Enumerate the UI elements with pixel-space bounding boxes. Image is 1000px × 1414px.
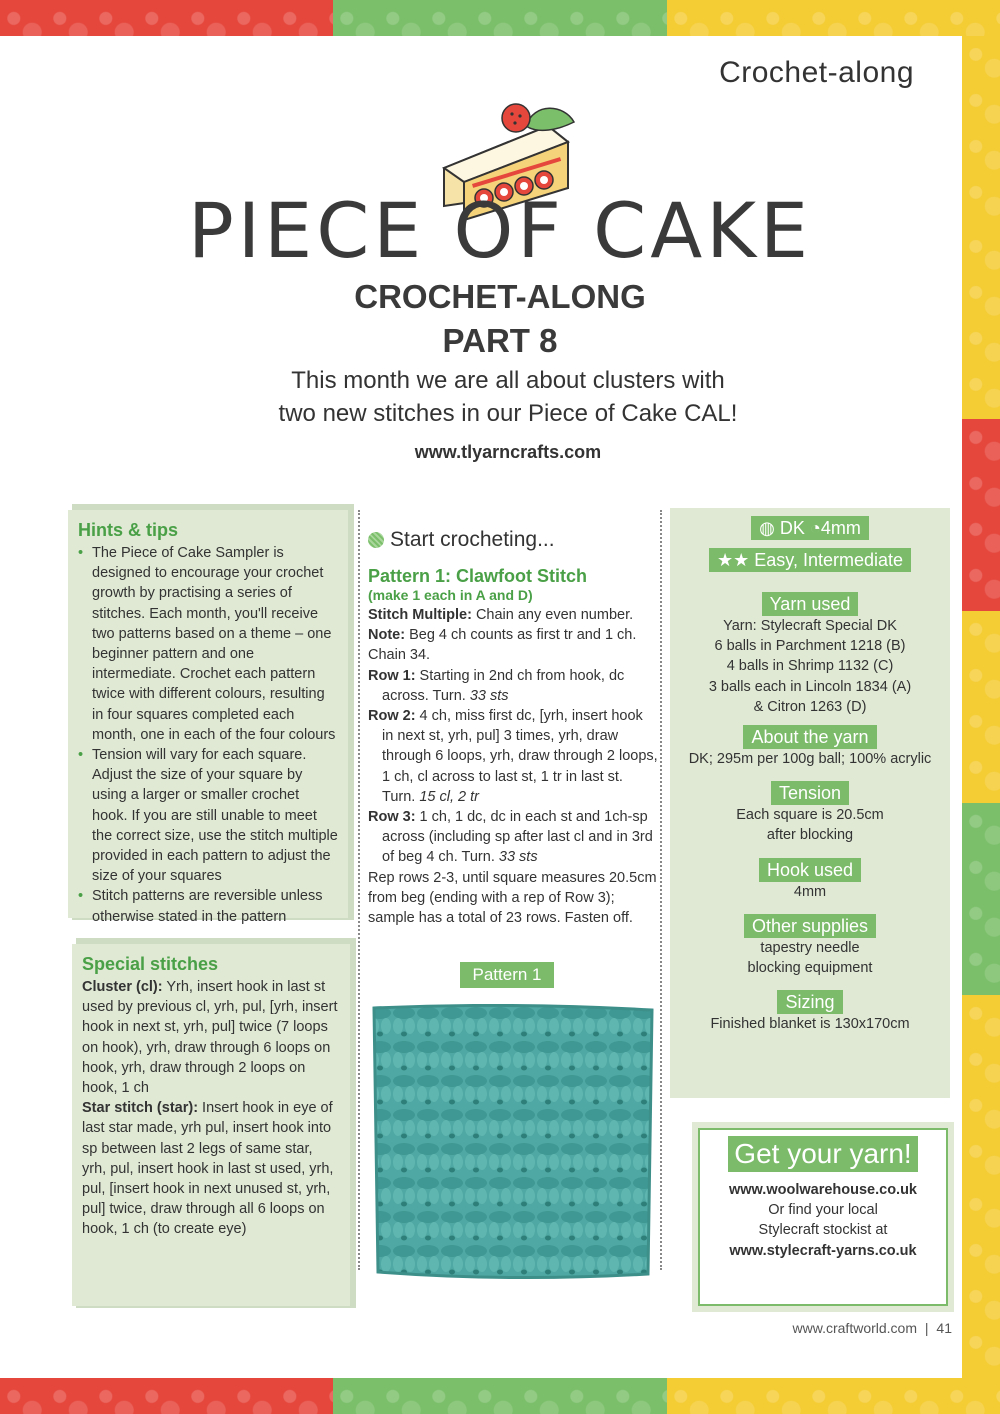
yarn-used-line: & Citron 1263 (D) xyxy=(753,698,867,715)
start-heading xyxy=(368,528,658,552)
info-panel xyxy=(670,508,950,1098)
supplies-line: tapestry needle xyxy=(760,939,860,956)
stitch-multiple-term: Stitch Multiple: xyxy=(368,607,472,623)
hint-item: • Stitch patterns are reversible unless otherwise stated in the pattern xyxy=(78,886,338,926)
yarn-used-line: 3 balls each in Lincoln 1834 (A) xyxy=(708,678,912,695)
note-text: Beg 4 ch counts as first tr and 1 ch. xyxy=(405,627,637,644)
swatch-image xyxy=(368,1004,656,1280)
hints-title: Hints & tips xyxy=(78,520,179,540)
row-3 xyxy=(368,807,658,868)
page-number: 41 xyxy=(936,1320,952,1336)
row-2-count: 15 cl, 2 tr xyxy=(419,788,479,805)
note-term: Note: xyxy=(368,627,406,644)
stylecraft-link[interactable]: www.stylecraft-yarns.co.uk xyxy=(729,1242,917,1259)
row-1-count: 33 sts xyxy=(469,687,509,704)
star-term: Star stitch (star): xyxy=(82,1100,199,1117)
row-2 xyxy=(368,706,658,807)
yarn-used-label: Yarn used xyxy=(762,592,859,616)
hint-item: • Tension will vary for each square. Adjust the size of your square by using a larger or smaller crochet hook. If you are still unable to meet the correct size, use the stitch multiple provided in each pattern to adjust the size of your squares xyxy=(78,745,338,886)
row-1-term: Row 1: xyxy=(368,667,416,684)
tension-line: Each square is 20.5cm xyxy=(736,807,884,824)
row-1 xyxy=(368,666,658,706)
row-3-count: 33 sts xyxy=(498,849,538,866)
weight-text: DK xyxy=(779,518,805,538)
yarn-used-line: Yarn: Stylecraft Special DK xyxy=(723,618,897,634)
row-1-text: Starting in 2nd ch from hook, dc across. Turn. xyxy=(382,667,625,704)
footer-separator: | xyxy=(924,1320,929,1336)
pattern-title: Pattern 1: Clawfoot Stitch xyxy=(368,566,588,586)
footer xyxy=(793,1320,952,1336)
intro-text xyxy=(0,364,1000,430)
pattern-column xyxy=(368,528,658,928)
supplies-label: Other supplies xyxy=(744,914,876,938)
page-title: PIECE OF CAKE xyxy=(187,186,813,275)
subtitle-line1: CROCHET-ALONG xyxy=(354,278,646,315)
star-text: Insert hook in eye of last star made, yrh pul, insert hook into sp between last 2 legs of same star, yrh, pul, insert hook in last st used, yrh, pul, [insert hook in next unused st, yrh, pul] twice, draw through all 6 loops on hook, 1 ch (to create eye) xyxy=(82,1100,334,1238)
repeat-instruction: Rep rows 2-3, until square measures 20.5cm from beg (ending with a rep of Row 3); sample has a total of 23 rows. Fasten off. xyxy=(368,869,657,927)
footer-site[interactable]: www.craftworld.com xyxy=(792,1320,917,1336)
hook-used-text: 4mm xyxy=(793,883,827,900)
chain-instruction: Chain 34. xyxy=(368,647,431,664)
row-3-term: Row 3: xyxy=(368,809,416,826)
tension-label: Tension xyxy=(771,781,849,805)
row-2-term: Row 2: xyxy=(368,708,416,725)
hints-box xyxy=(68,510,348,925)
get-yarn-line: Stylecraft stockist at xyxy=(758,1222,888,1239)
start-heading-text: Start crocheting... xyxy=(390,528,555,551)
column-divider xyxy=(358,510,360,1270)
level-pill: ★★ Easy, Intermediate xyxy=(709,548,911,572)
yarn-ball-icon: ◍ xyxy=(759,518,775,538)
tension-line: after blocking xyxy=(766,827,854,844)
hint-item: • The Piece of Cake Sampler is designed to encourage your crochet growth by practising a series of stitches. Each month, you'll receive two patterns based on a theme – one beginner pattern and one intermediate. Crochet each pattern twice with different colours, resulting in four squares completed each month, one in each of the four colours xyxy=(78,543,338,745)
woolwarehouse-link[interactable]: www.woolwarehouse.co.uk xyxy=(729,1182,917,1198)
supplies-line: blocking equipment xyxy=(747,960,873,977)
hook-icon: ◔ xyxy=(809,518,821,538)
yarn-used-line: 4 balls in Shrimp 1132 (C) xyxy=(726,658,894,675)
sizing-label: Sizing xyxy=(777,990,842,1014)
row-2-text: 4 ch, miss first dc, [yrh, insert hook in next st, yrh, pul] 3 times, yrh, draw through 6 loops, yrh, draw through 2 loops, 1 ch, cl across to last st, 1 tr in last st. Turn. xyxy=(382,708,658,805)
section-tag: Crochet-along xyxy=(719,56,914,89)
note xyxy=(368,625,658,645)
hook-size-text: 4mm xyxy=(820,518,861,538)
hints-list xyxy=(78,543,338,927)
weight-pill xyxy=(751,516,869,540)
cluster-term: Cluster (cl): xyxy=(82,979,163,995)
about-yarn-label: About the yarn xyxy=(743,725,876,749)
special-title: Special stitches xyxy=(82,954,219,974)
pattern-subtitle: (make 1 each in A and D) xyxy=(368,587,533,603)
yarn-used-line: 6 balls in Parchment 1218 (B) xyxy=(714,638,906,655)
column-divider xyxy=(660,510,662,1270)
cluster-definition xyxy=(82,977,340,1098)
sizing-text: Finished blanket is 130x170cm xyxy=(710,1016,910,1033)
about-yarn-text: DK; 295m per 100g ball; 100% acrylic xyxy=(688,751,932,768)
stitch-multiple-text: Chain any even number. xyxy=(471,607,634,623)
bottom-border xyxy=(0,1378,1000,1414)
stitch-multiple xyxy=(368,605,658,625)
website-link[interactable]: www.tlyarncrafts.com xyxy=(414,442,602,462)
hook-used-label: Hook used xyxy=(759,858,861,882)
get-yarn-box xyxy=(698,1128,948,1306)
get-yarn-heading: Get your yarn! xyxy=(728,1136,917,1172)
intro-line2: two new stitches in our Piece of Cake CAL! xyxy=(278,400,738,427)
intro-line1: This month we are all about clusters with xyxy=(291,367,725,394)
pattern-image-label: Pattern 1 xyxy=(460,962,554,988)
top-border xyxy=(0,0,1000,36)
star-definition xyxy=(82,1098,340,1239)
special-stitches-box xyxy=(72,944,350,1306)
yarn-ball-icon xyxy=(368,532,384,548)
subtitle-line2: PART 8 xyxy=(442,322,558,359)
row-3-text: 1 ch, 1 dc, dc in each st and 1ch-sp across (including sp after last cl and in 3rd of beg 4 ch. Turn. xyxy=(382,809,653,866)
cluster-text: Yrh, insert hook in last st used by previous cl, yrh, pul, [yrh, insert hook in next st, yrh, pul] twice (7 loops on hook), yrh, draw through 6 loops on hook, yrh, draw through 2 loops on hook, 1 ch xyxy=(82,979,338,1097)
get-yarn-line: Or find your local xyxy=(768,1202,878,1219)
